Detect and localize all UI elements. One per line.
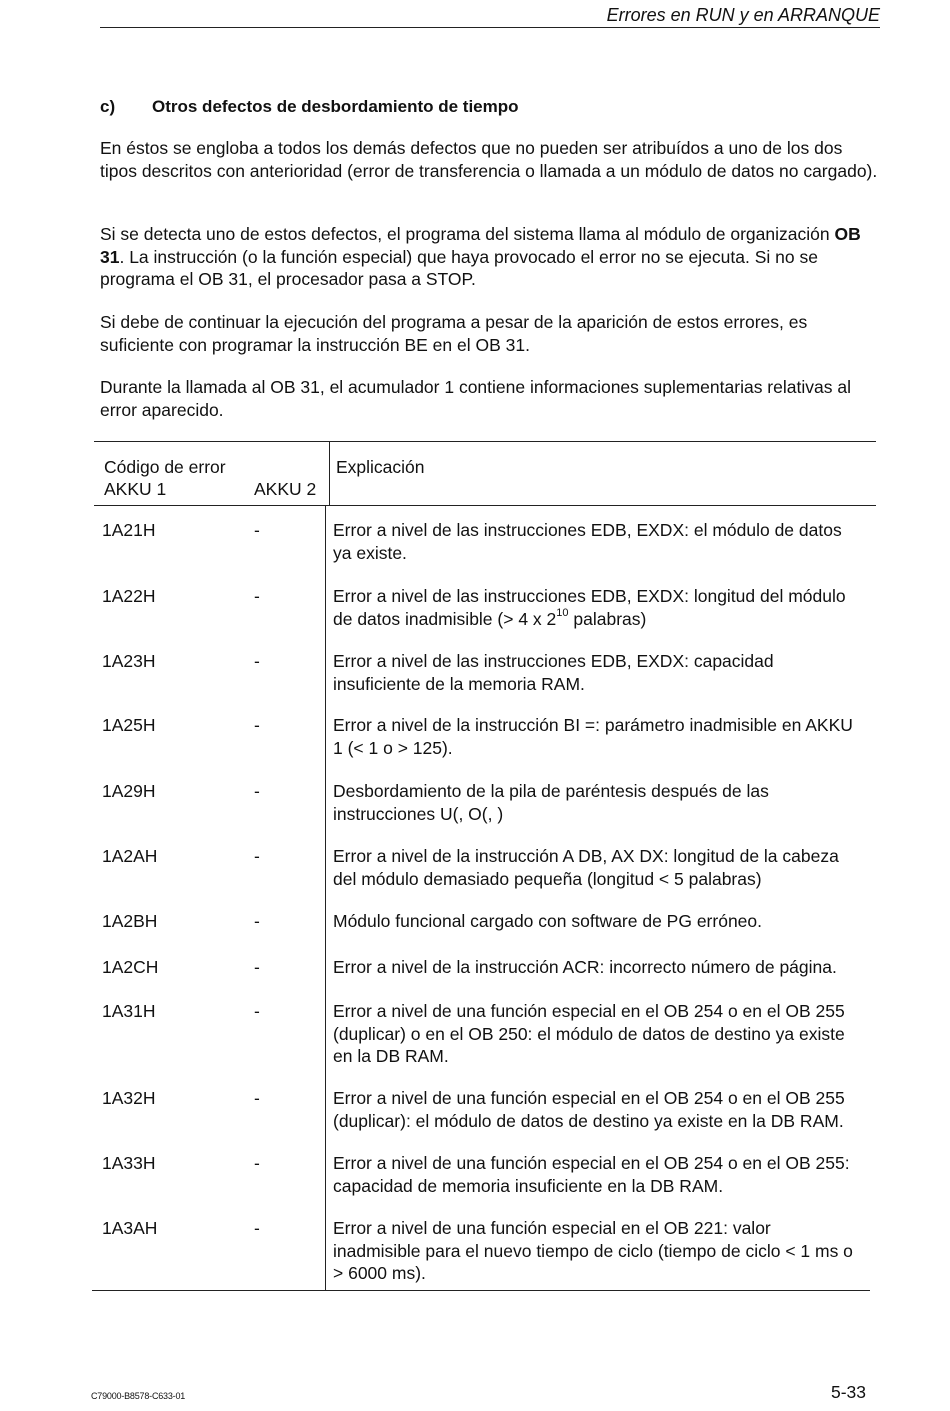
- table-row-10-explanation: Error a nivel de una función especial en el OB 254 o en el OB 255 (duplicar): el módulo de datos de destino ya existe en la DB RAM.: [333, 1088, 845, 1131]
- table-row-11-akku2: -: [254, 1153, 260, 1173]
- table-row-7-akku2: -: [254, 911, 260, 931]
- table-row-4-akku2: -: [254, 715, 260, 735]
- table-row-11-explanation: Error a nivel de una función especial en el OB 254 o en el OB 255: capacidad de memoria insuficiente en la DB RAM.: [333, 1153, 850, 1196]
- table-header-rule: [94, 505, 876, 506]
- table-row-9-explanation: Error a nivel de una función especial en el OB 254 o en el OB 255 (duplicar) o en el OB 250: el módulo de datos de destino ya existe en la DB RAM.: [333, 1001, 845, 1066]
- table-row-6-explanation: Error a nivel de la instrucción A DB, AX DX: longitud de la cabeza del módulo demasiado pequeña (longitud < 5 palabras): [333, 846, 839, 889]
- table-header-code: Código de error: [104, 457, 226, 477]
- table-row-8-akku1: 1A2CH: [102, 957, 159, 977]
- table-row-1-explanation: Error a nivel de las instrucciones EDB, EXDX: el módulo de datos ya existe.: [333, 520, 842, 563]
- table-row-10-akku1: 1A32H: [102, 1088, 156, 1108]
- table-row-12-explanation: Error a nivel de una función especial en el OB 221: valor inadmisible para el nuevo tiempo de ciclo (tiempo de ciclo < 1 ms o > 6000 ms).: [333, 1218, 853, 1283]
- table-row-10-akku2: -: [254, 1088, 260, 1108]
- page-number: 5-33: [830, 1382, 866, 1402]
- table-row-1-akku2: -: [254, 520, 260, 540]
- table-row-11-akku1: 1A33H: [102, 1153, 156, 1173]
- table-row-1-akku1: 1A21H: [102, 520, 156, 540]
- table-row-7-akku1: 1A2BH: [102, 911, 158, 931]
- table-top-rule: [94, 441, 876, 442]
- section-letter: c): [100, 97, 116, 116]
- table-row-12-akku1: 1A3AH: [102, 1218, 158, 1238]
- table-row-2-akku2: -: [254, 586, 260, 606]
- table-row-9-akku2: -: [254, 1001, 260, 1021]
- paragraph-3: Si debe de continuar la ejecución del programa a pesar de la aparición de estos errores, es suficiente con programar la instrucción BE en el OB 31.: [100, 312, 808, 355]
- table-header-akku1: AKKU 1: [104, 479, 167, 499]
- paragraph-2-text-b: . La instrucción (o la función especial) que haya provocado el error no se ejecuta. Si no se programa el OB 31, el procesador pasa a STOP.: [100, 246, 818, 289]
- header-rule: [100, 27, 880, 28]
- paragraph-1: En éstos se engloba a todos los demás defectos que no pueden ser atribuídos a uno de los dos tipos descritos con anterioridad (error de transferencia o llamada a un módulo de datos no cargado).: [100, 138, 878, 181]
- table-row-8-explanation: Error a nivel de la instrucción ACR: incorrecto número de página.: [333, 957, 837, 977]
- table-row-5-akku2: -: [254, 781, 260, 801]
- table-row-2-explanation-b: palabras): [568, 608, 647, 629]
- table-row-5-explanation: Desbordamiento de la pila de paréntesis después de las instrucciones U(, O(, ): [333, 781, 769, 824]
- table-row-12-akku2: -: [254, 1218, 260, 1238]
- table-row-6-akku2: -: [254, 846, 260, 866]
- ob31-bold: OB 31: [100, 224, 861, 267]
- paragraph-2: [100, 223, 880, 291]
- paragraph-2-text-a: Si se detecta uno de estos defectos, el programa del sistema llama al módulo de organización: [100, 224, 835, 244]
- table-row-3-akku2: -: [254, 651, 260, 671]
- table-row-2-explanation-a: Error a nivel de las instrucciones EDB, EXDX: longitud del módulo de datos inadmisible (> 4 x 2: [333, 586, 846, 629]
- table-header-akku2: AKKU 2: [254, 479, 317, 499]
- table-column-divider: [325, 505, 326, 1290]
- section-heading: [100, 96, 519, 118]
- table-row-2-explanation: [333, 585, 863, 630]
- table-row-3-explanation: Error a nivel de las instrucciones EDB, EXDX: capacidad insuficiente de la memoria RAM.: [333, 651, 774, 694]
- running-header: Errores en RUN y en ARRANQUE: [606, 5, 880, 25]
- section-title: Otros defectos de desbordamiento de tiempo: [152, 97, 519, 116]
- table-row-4-explanation: Error a nivel de la instrucción BI =: parámetro inadmisible en AKKU 1 (< 1 o > 125).: [333, 715, 853, 758]
- paragraph-4: Durante la llamada al OB 31, el acumulador 1 contiene informaciones suplementarias relativas al error aparecido.: [100, 377, 851, 420]
- table-row-6-akku1: 1A2AH: [102, 846, 158, 866]
- table-header-explanation: Explicación: [336, 457, 425, 477]
- document-number: C79000-B8578-C633-01: [91, 1391, 186, 1401]
- exponent: 10: [556, 606, 569, 619]
- table-row-2-akku1: 1A22H: [102, 586, 156, 606]
- table-row-4-akku1: 1A25H: [102, 715, 156, 735]
- table-column-divider-header: [329, 441, 330, 505]
- table-bottom-rule: [92, 1290, 870, 1291]
- table-row-5-akku1: 1A29H: [102, 781, 156, 801]
- table-row-7-explanation: Módulo funcional cargado con software de PG erróneo.: [333, 911, 763, 931]
- table-row-9-akku1: 1A31H: [102, 1001, 156, 1021]
- table-row-3-akku1: 1A23H: [102, 651, 156, 671]
- table-row-8-akku2: -: [254, 957, 260, 977]
